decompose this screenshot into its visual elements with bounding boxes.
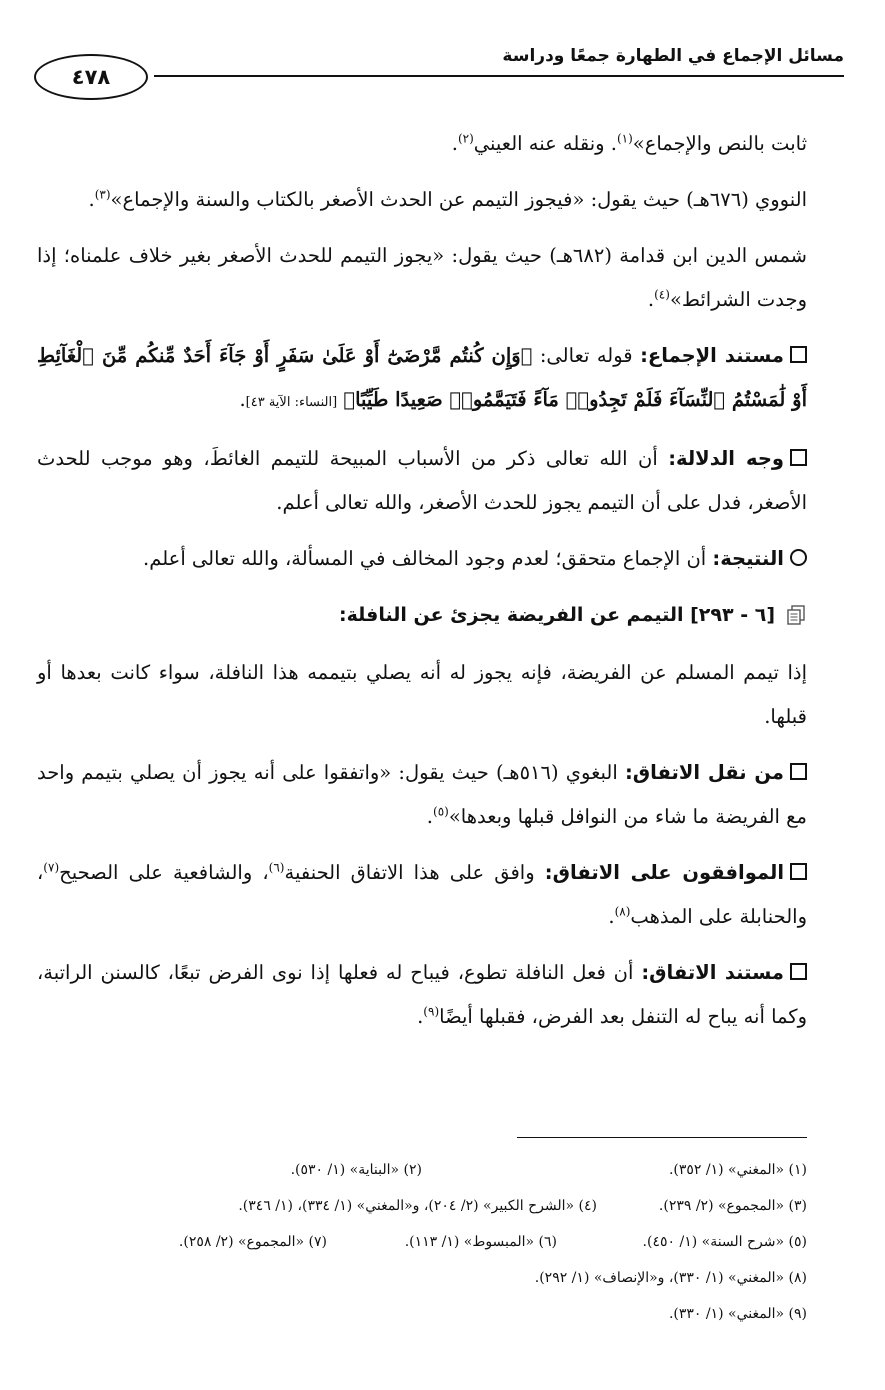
square-bullet-icon: [790, 346, 807, 363]
paragraph-ibn-qudama: شمس الدين ابن قدامة (٦٨٢هـ) حيث يقول: «يجوز التيمم للحدث الأصغر بغير خلاف علمناه؛ إذا وجدت الشرائط»$^{(٤)}$.: [37, 244, 807, 311]
square-bullet-icon: [790, 763, 807, 780]
footnote-6: (٦) «المبسوط» (١/ ١١٣).: [404, 1234, 557, 1250]
footnote-ref-4[interactable]: (٤): [654, 287, 670, 302]
paragraph-evidence: وجه الدلالة: أن الله تعالى ذكر من الأسباب المبيحة للتيمم الغائطَ، وهو موجب للحدث الأصغر، فدل على أن التيمم يجوز للحدث الأصغر، والله تعالى أعلم.: [37, 447, 807, 514]
circle-bullet-icon: [790, 549, 807, 566]
paragraph-result: النتيجة: أن الإجماع متحقق؛ لعدم وجود المخالف في المسألة، والله تعالى أعلم.: [37, 537, 807, 581]
section-heading: [٦ - ٢٩٣] التيمم عن الفريضة يجزئ عن النافلة:: [37, 593, 807, 637]
square-bullet-icon: [790, 449, 807, 466]
footnote-separator: [517, 1137, 807, 1138]
footnote-ref-9[interactable]: (٩): [423, 1004, 440, 1019]
paragraph-agreeing-schools: الموافقون على الاتفاق: وافق على هذا الاتفاق الحنفية$^{(٦)}$، والشافعية على الصحيح$^{(٧)}$، والحنابلة على المذهب$^{(٨)}$.: [37, 860, 807, 928]
paragraph-nawawi: النووي (٦٧٦هـ) حيث يقول: «فيجوز التيمم عن الحدث الأصغر بالكتاب والسنة والإجماع»$^{(٣)}$.: [88, 187, 807, 211]
paragraph-agreement-basis: مستند الاتفاق: أن فعل النافلة تطوع، فيباح له فعلها إذا نوى الفرض تبعًا، كالسنن الراتبة، وكما أنه يباح له التنفل بعد الفرض، فقبلها أيضًا$^{(٩)}$.: [37, 961, 807, 1028]
running-title: مسائل الإجماع في الطهارة جمعًا ودراسة: [502, 46, 844, 66]
square-bullet-icon: [790, 863, 807, 880]
footnote-1: (١) «المغني» (١/ ٣٥٢).: [668, 1162, 807, 1178]
footnote-ref-6[interactable]: (٦): [268, 860, 285, 875]
footnote-7: (٧) «المجموع» (٢/ ٢٥٨).: [178, 1234, 327, 1250]
paragraph-1: ثابت بالنص والإجماع»$^{(١)}$. ونقله عنه العيني$^{(٢)}$.: [451, 131, 807, 155]
footnote-5: (٥) «شرح السنة» (١/ ٤٥٠).: [642, 1234, 807, 1250]
paragraph-agreement-source: من نقل الاتفاق: البغوي (٥١٦هـ) حيث يقول: «واتفقوا على أنه يجوز أن يصلي بتيمم واحد مع الفريضة ما شاء من النوافل قبلها وبعدها»$^{(٥)}$.: [37, 761, 807, 828]
footnote-row: [37, 1224, 807, 1260]
page-number: ٤٧٨: [34, 54, 148, 100]
paragraph-intro: إذا تيمم المسلم عن الفريضة، فإنه يجوز له أنه يصلي بتيممه هذا النافلة، سواء كانت بعدها أو قبلها.: [37, 661, 807, 728]
footnote-3: (٣) «المجموع» (٢/ ٢٣٩).: [658, 1198, 807, 1214]
footnote-8: (٨) «المغني» (١/ ٣٣٠)، و«الإنصاف» (١/ ٢٩٢).: [534, 1270, 807, 1286]
footnote-row: [37, 1188, 807, 1224]
footnote-row: [37, 1152, 807, 1188]
main-text: [37, 122, 807, 1051]
document-copy-icon: [785, 604, 807, 626]
verse-reference: [النساء: الآية ٤٣]: [245, 395, 338, 410]
square-bullet-icon: [790, 963, 807, 980]
page-header: [34, 42, 844, 102]
paragraph-ijma-basis: مستند الإجماع: قوله تعالى: ﴿وَإِن كُنتُم مَّرْضَىٰٓ أَوْ عَلَىٰ سَفَرٍ أَوْ جَآءَ أَحَدٌ مِّنكُم مِّنَ ٱلْغَآئِطِ أَوْ لَٰمَسْتُمُ ٱلنِّسَآءَ فَلَمْ تَجِدُوا۟ مَآءً فَتَيَمَّمُوا۟ صَعِيدًا طَيِّبًا﴾ [النساء: الآية ٤٣].: [37, 344, 807, 411]
footnotes: [37, 1152, 807, 1332]
footnote-ref-3[interactable]: (٣): [94, 187, 111, 202]
quran-verse: ﴿وَإِن كُنتُم مَّرْضَىٰٓ أَوْ عَلَىٰ سَفَرٍ أَوْ جَآءَ أَحَدٌ مِّنكُم مِّنَ ٱلْغَآئِطِ أَوْ لَٰمَسْتُمُ ٱلنِّسَآءَ فَلَمْ تَجِدُوا۟ مَآءً فَتَيَمَّمُوا۟ صَعِيدًا طَيِّبًا﴾: [37, 344, 807, 411]
footnote-ref-2[interactable]: (٢): [457, 131, 474, 146]
footnote-4: (٤) «الشرح الكبير» (٢/ ٢٠٤)، و«المغني» (١/ ٣٣٤)، (١/ ٣٤٦).: [238, 1198, 597, 1214]
footnote-ref-5[interactable]: (٥): [433, 804, 449, 819]
footnote-ref-7[interactable]: (٧): [43, 860, 60, 875]
footnote-ref-1[interactable]: (١): [616, 131, 633, 146]
footnote-2: (٢) «البناية» (١/ ٥٣٠).: [290, 1162, 422, 1178]
footnote-row: [37, 1296, 807, 1332]
footnote-row: [37, 1260, 807, 1296]
header-rule: [154, 75, 844, 77]
footnote-ref-8[interactable]: (٨): [614, 904, 631, 919]
footnote-9: (٩) «المغني» (١/ ٣٣٠).: [668, 1306, 807, 1322]
